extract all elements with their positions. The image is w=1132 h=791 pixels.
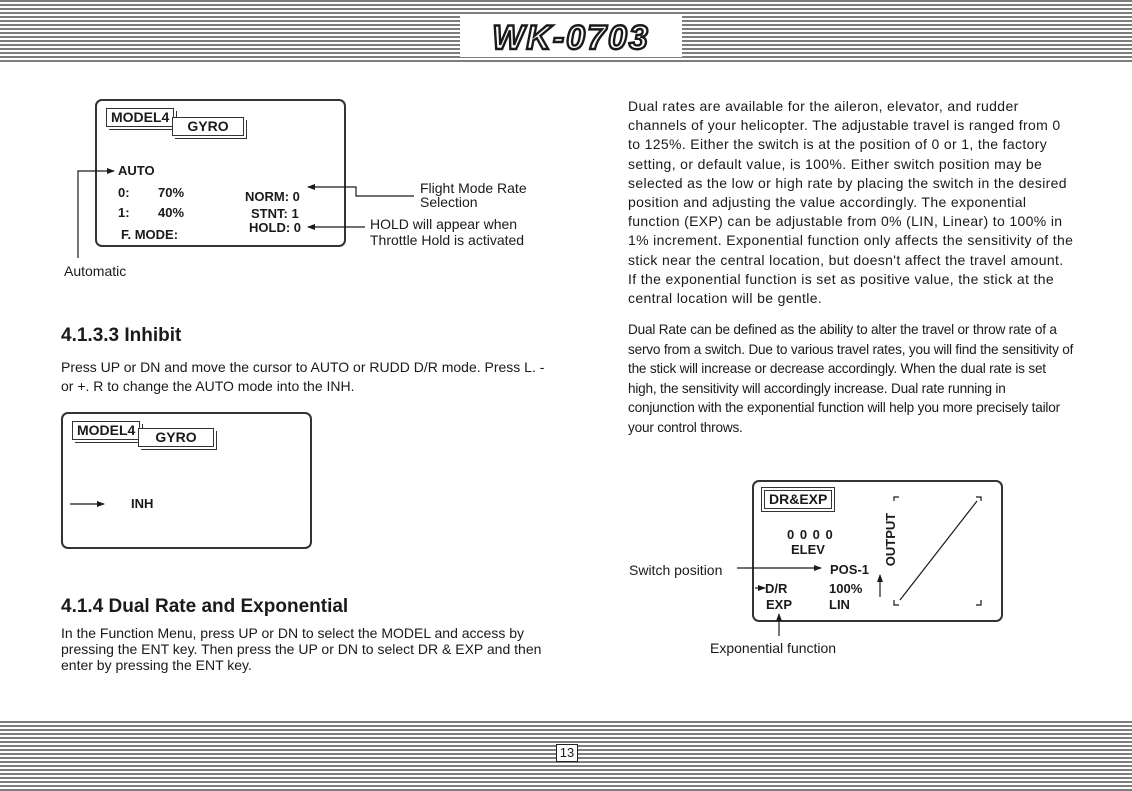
graph-corner-tr: [976, 497, 981, 501]
channel-label: ELEV: [791, 542, 825, 557]
graph-corner-tl: [894, 497, 899, 501]
callout-switch-position: Switch position: [629, 562, 723, 578]
model-tab: MODEL4: [106, 108, 174, 127]
dual-rate-paragraph-1: Dual rates are available for the aileron, elevator, and rudder channels of your helicopter. The adjustable travel is ranged from 0 to 125%. Either the switch is at the position of 0 or 1, the factory setting, or default value, is 100%. Either switch position may be selected as the low or high rate by placing the switch in the desired position and adjusting the value accordingly. The exponential function (EXP) can be adjustable from 0% (LIN, Linear) to 100% in 1% increment. Exponential function only affects the sensitivity of the stick near the central location, but doesn't affect the travel amount. If the exponential function is set as positive value, the stick at the central location will be gentle.: [628, 98, 1074, 307]
model-tab: MODEL4: [72, 421, 140, 440]
callout-automatic: Automatic: [64, 263, 127, 279]
position-label: POS-1: [830, 562, 870, 577]
graph-corner-br: [976, 600, 981, 605]
response-curve-line: [900, 501, 977, 600]
drexp-title: DR&EXP: [764, 490, 832, 509]
callout-flight-mode-2: Selection: [420, 194, 478, 210]
switch-digits: 0 0 0 0: [787, 527, 834, 542]
dr-label: D/R: [765, 581, 788, 596]
dual-rate-paragraph-2: Dual Rate can be defined as the ability to alter the travel or throw rate of a servo from a switch. Due to various travel rates, you will find the sensitivity of the stick will increase or decrease accordingly. When the dual rate is set high, the sensitivity will accordingly increase. Dual rate running in conjunction with the exponential function will help you more precisely tailor your control throws.: [628, 322, 1074, 435]
dual-rate-body: In the Function Menu, press UP or DN to select the MODEL and access by pressing the ENT key. Then press the UP or DN to select DR & EXP and then enter by pressing the ENT key.: [61, 625, 542, 673]
auto-label: AUTO: [118, 163, 155, 178]
graph-corner-bl: [894, 600, 899, 605]
hold-value: HOLD: 0: [249, 220, 301, 235]
flight-mode-leader-arrow: [308, 187, 414, 196]
inh-label: INH: [131, 496, 154, 511]
rate-row1-label: 1:: [118, 205, 130, 220]
callout-hold-1: HOLD will appear when: [370, 216, 518, 232]
exp-label: EXP: [766, 597, 793, 612]
rate-row1-value: 40%: [158, 205, 185, 220]
gyro-tab: GYRO: [138, 428, 214, 447]
rate-row0-value: 70%: [158, 185, 185, 200]
stnt-value: STNT: 1: [251, 206, 299, 221]
svg-text:WK-0703: WK-0703: [492, 19, 650, 57]
callout-exponential: Exponential function: [710, 640, 837, 656]
automatic-leader-arrow: [78, 171, 114, 258]
output-axis-label: OUTPUT: [883, 512, 899, 567]
dr-value: 100%: [829, 581, 863, 596]
inhibit-body: Press UP or DN and move the cursor to AUTO or RUDD D/R mode. Press L. - or +. R to change the AUTO mode into the INH.: [61, 359, 545, 394]
norm-value: NORM: 0: [245, 189, 300, 204]
page-number: 13: [556, 744, 578, 762]
heading-inhibit: 4.1.3.3 Inhibit: [61, 325, 182, 346]
flight-mode-label: F. MODE:: [121, 227, 179, 242]
callout-hold-2: Throttle Hold is activated: [370, 232, 525, 248]
heading-dual-rate: 4.1.4 Dual Rate and Exponential: [61, 596, 349, 617]
gyro-tab: GYRO: [172, 117, 244, 136]
exp-value: LIN: [829, 597, 850, 612]
rate-row0-label: 0:: [118, 185, 130, 200]
callout-flight-mode-1: Flight Mode Rate: [420, 180, 527, 196]
